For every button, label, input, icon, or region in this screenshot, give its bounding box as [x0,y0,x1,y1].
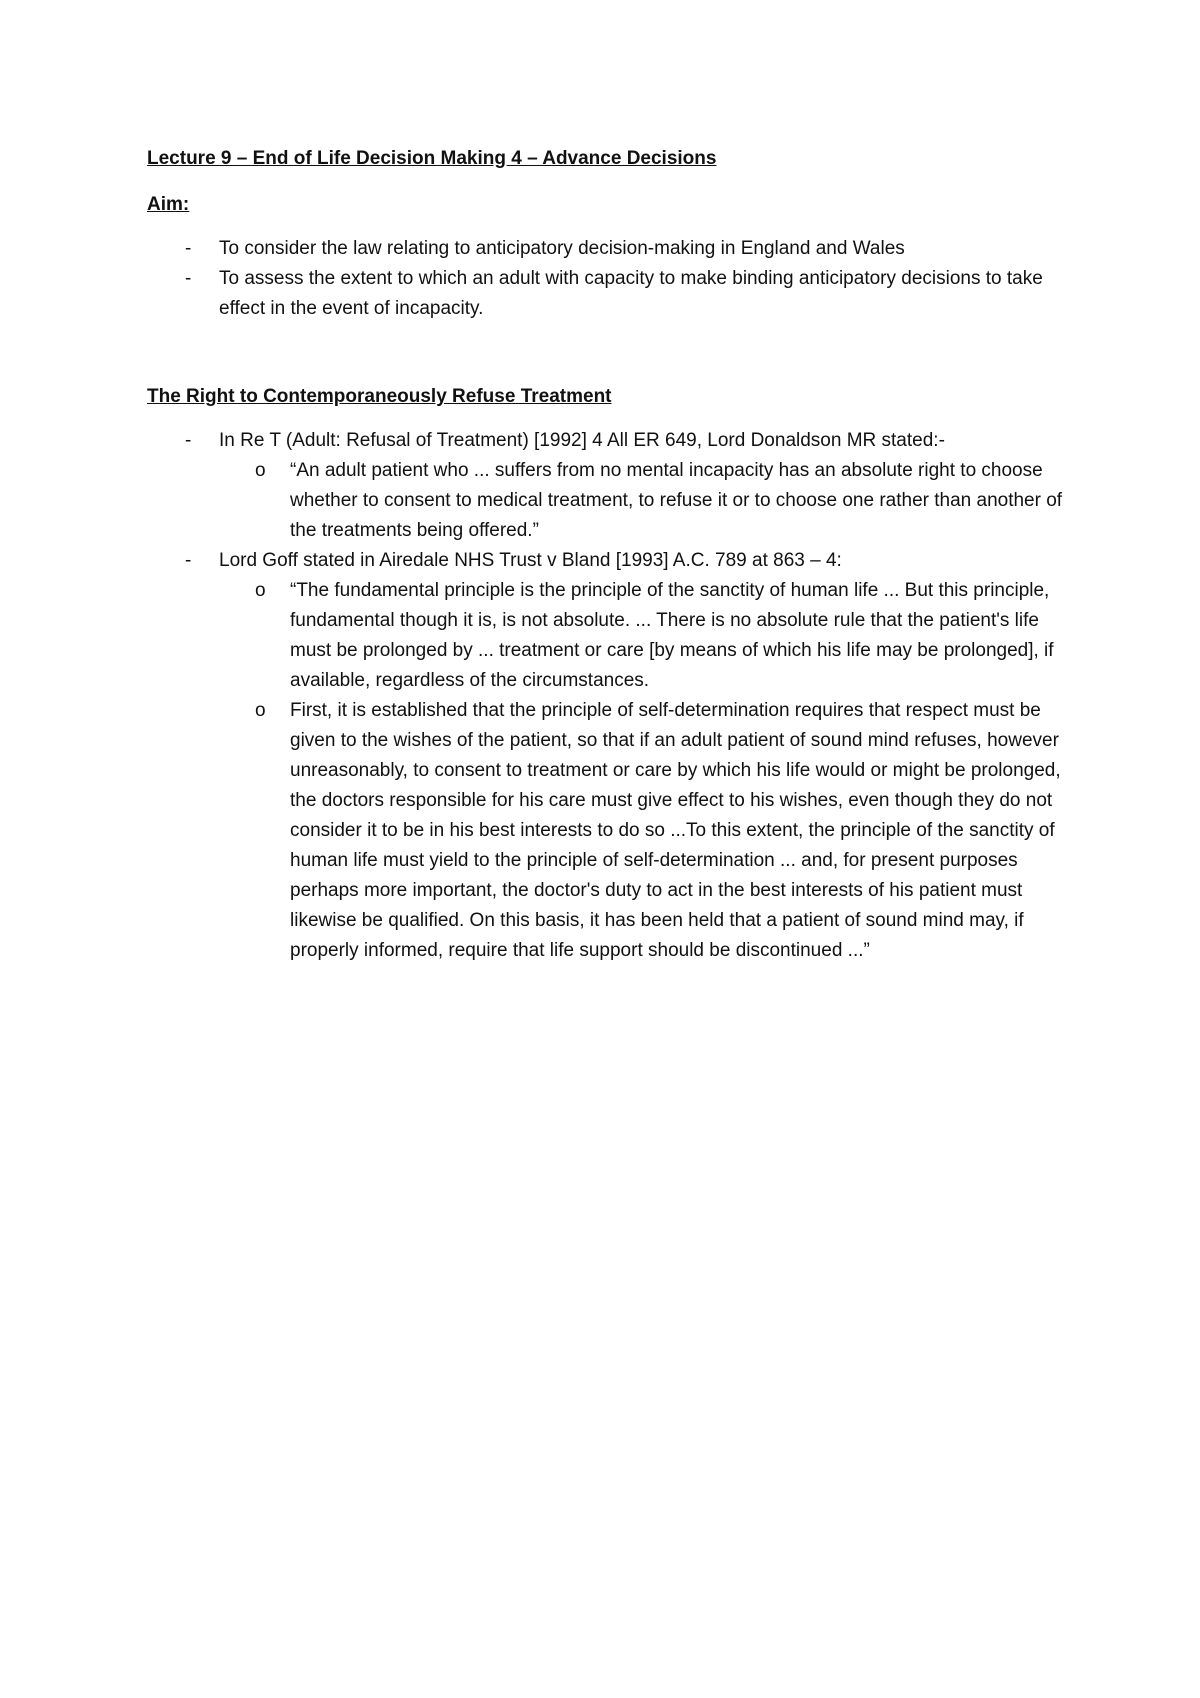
sublist-wrapper [147,456,1067,546]
section-item-text: Lord Goff stated in Airedale NHS Trust v Bland [1993] A.C. 789 at 863 – 4: [219,550,842,571]
section-heading: The Right to Contemporaneously Refuse Treatment [147,386,612,407]
section-list [147,546,1067,576]
quote-item [219,696,1067,966]
quote-text: First, it is established that the principle of self-determination requires that respect must be given to the wishes of the patient, so that if an adult patient of sound mind refuses, however unreasonably, to consent to treatment or care by which his life would or might be prolonged, the doctors responsible for his care must give effect to his wishes, even though they do not consider it to be in his best interests to do so ...To this extent, the principle of the sanctity of human life must yield to the principle of self-determination ... and, for present purposes perhaps more important, the doctor's duty to act in the best interests of his patient must likewise be qualified. On this basis, it has been held that a patient of sound mind may, if properly informed, require that life support should be discontinued ...” [290,700,1061,961]
document-body [147,144,1067,966]
section-item [147,426,1067,456]
quote-text: “An adult patient who ... suffers from no mental incapacity has an absolute right to choose whether to consent to medical treatment, to refuse it or to choose one rather than another of the treatments being offered.” [290,460,1063,541]
circle-bullet-icon: o [255,460,266,481]
dash-marker: - [185,268,192,289]
aim-item-text: To assess the extent to which an adult with capacity to make binding anticipatory decisions to take effect in the event of incapacity. [219,268,1043,319]
quote-text: “The fundamental principle is the principle of the sanctity of human life ... But this principle, fundamental though it is, is not absolute. ... There is no absolute rule that the patient's life must be prolonged by ... treatment or care [by means of which his life may be prolonged], if available, regardless of the circumstances. [290,580,1054,691]
aim-heading: Aim: [147,194,190,215]
dash-marker: - [185,430,192,451]
section-list [147,426,1067,456]
aim-item-text: To consider the law relating to anticipatory decision-making in England and Wales [219,238,905,259]
quote-item [219,456,1067,546]
section-sublist-container [147,456,1067,546]
sublist-wrapper [147,576,1067,966]
dash-marker: - [185,550,192,571]
quote-list [219,456,1067,546]
section-sublist-container [147,576,1067,966]
document-title: Lecture 9 – End of Life Decision Making 4 – Advance Decisions [147,148,717,169]
section-item [147,546,1067,576]
circle-bullet-icon: o [255,700,266,721]
section-item-text: In Re T (Adult: Refusal of Treatment) [1992] 4 All ER 649, Lord Donaldson MR stated:- [219,430,945,451]
aim-item [147,264,1067,324]
quote-list [219,576,1067,966]
aim-list [147,234,1067,324]
circle-bullet-icon: o [255,580,266,601]
dash-marker: - [185,238,192,259]
quote-item [219,576,1067,696]
aim-item [147,234,1067,264]
